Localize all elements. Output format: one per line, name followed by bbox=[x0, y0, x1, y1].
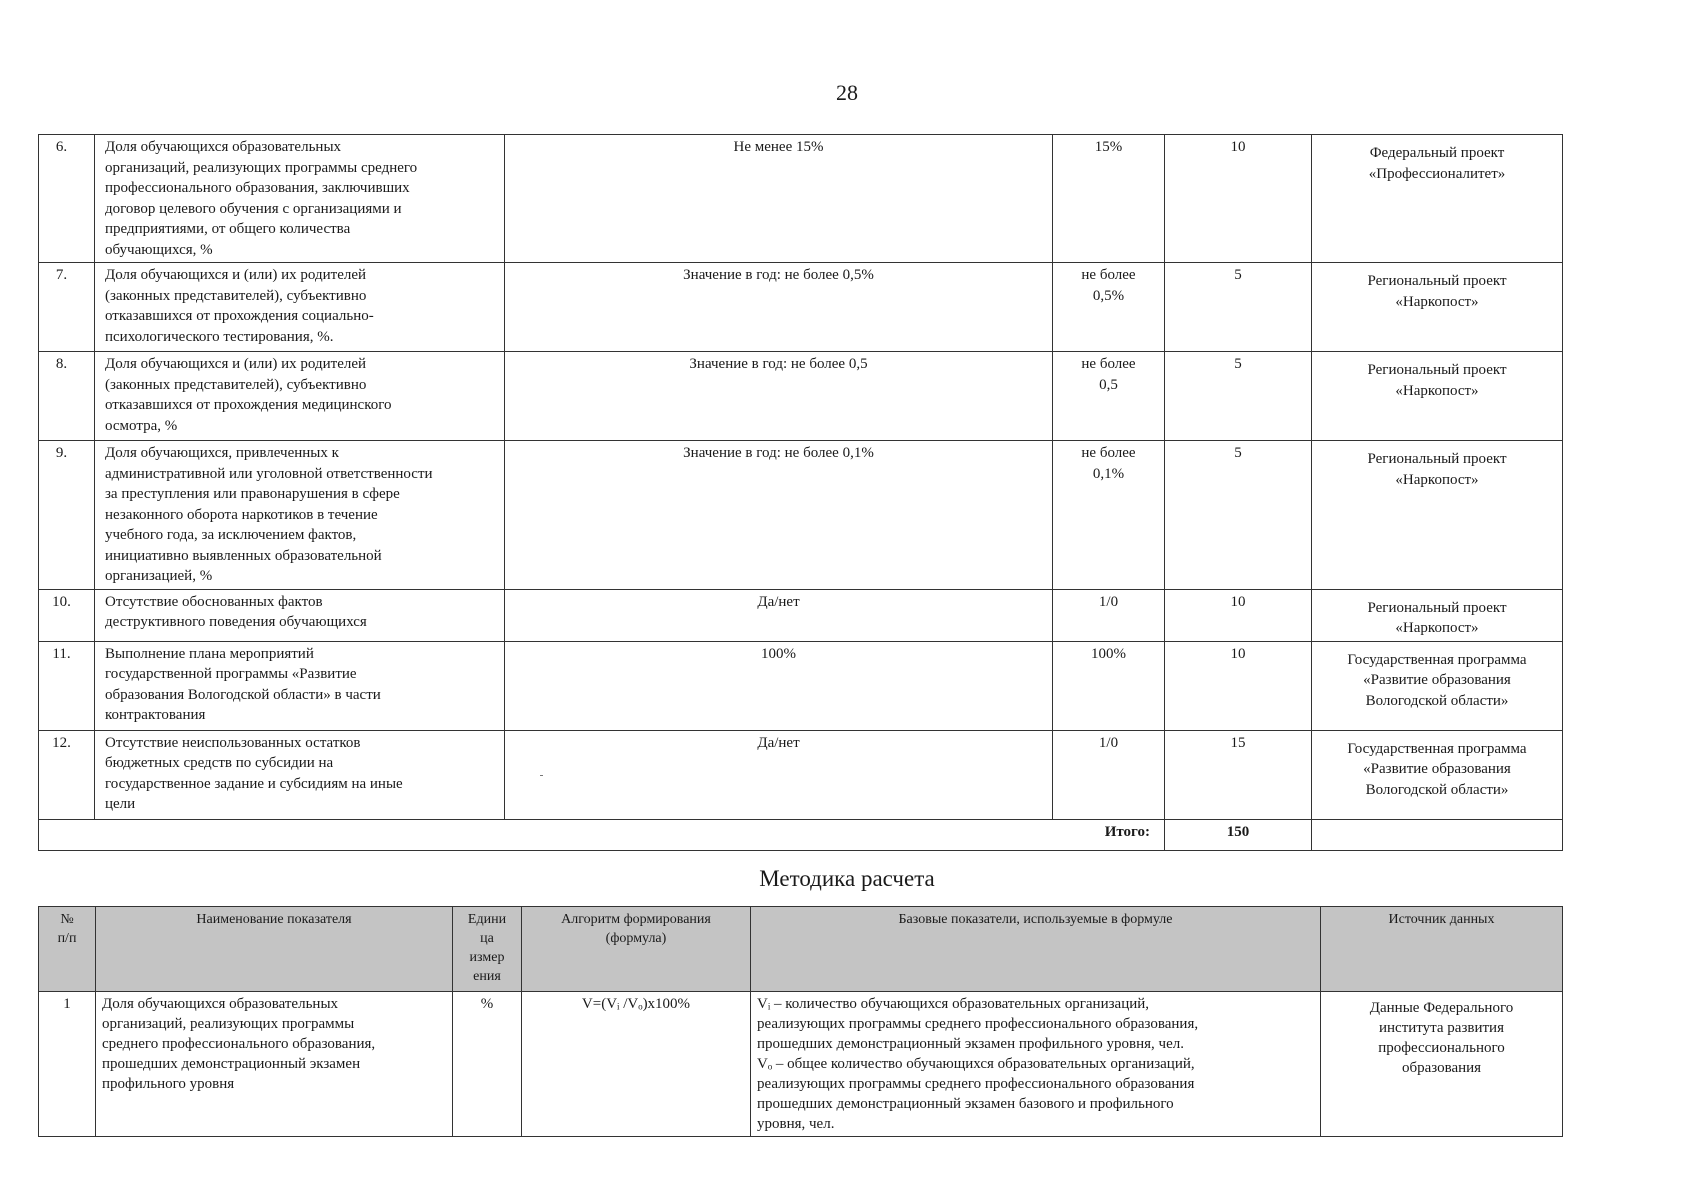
text-line: отказавшихся от прохождения социально- bbox=[105, 308, 374, 324]
text-line: ения bbox=[473, 969, 501, 984]
indicator-target: Не менее 15% bbox=[505, 135, 1053, 263]
indicator-row bbox=[39, 352, 1563, 441]
text-line: обучающихся, % bbox=[105, 241, 213, 258]
method-row-data-source bbox=[1321, 992, 1563, 1137]
text-line: цели bbox=[105, 796, 136, 812]
total-label: Итого: bbox=[39, 819, 1165, 850]
text-line: профильного уровня bbox=[102, 1076, 235, 1092]
indicator-source bbox=[1312, 641, 1563, 730]
text-line: профессионального bbox=[1378, 1040, 1505, 1056]
indicator-row bbox=[39, 441, 1563, 590]
text-line: не более bbox=[1081, 445, 1136, 461]
text-line: Отсутствие обоснованных фактов bbox=[105, 593, 323, 610]
text-line: не более bbox=[1081, 356, 1136, 372]
indicator-number: 10. bbox=[39, 589, 95, 641]
indicator-name bbox=[95, 441, 505, 590]
header-formula bbox=[522, 907, 751, 992]
indicator-name bbox=[95, 730, 505, 819]
indicator-name bbox=[95, 352, 505, 441]
indicators-table bbox=[38, 134, 1563, 851]
indicator-target: Да/нет bbox=[505, 589, 1053, 641]
text-line: профессионального образования, заключивших bbox=[105, 180, 410, 196]
text-line: инициативно выявленных образовательной bbox=[105, 547, 382, 564]
text-line: Региональный проект bbox=[1367, 362, 1507, 378]
indicator-row bbox=[39, 730, 1563, 819]
indicator-value bbox=[1053, 352, 1165, 441]
text-line: уровня, чел. bbox=[757, 1116, 835, 1132]
text-line: государственной программы «Развитие bbox=[105, 666, 357, 682]
indicator-source bbox=[1312, 730, 1563, 819]
text-line: договор целевого обучения с организациями и bbox=[105, 200, 402, 217]
indicator-target: Значение в год: не более 0,1% bbox=[505, 441, 1053, 590]
text-line: «Наркопост» bbox=[1395, 382, 1479, 399]
text-line: ца bbox=[480, 931, 494, 946]
text-line: Доля обучающихся образовательных bbox=[102, 996, 339, 1012]
text-line: организацией, % bbox=[105, 568, 213, 584]
text-line: Доля обучающихся, привлеченных к bbox=[105, 445, 339, 461]
text-line: «Наркопост» bbox=[1395, 620, 1479, 636]
method-title: Методика расчета bbox=[759, 866, 935, 891]
text-line: деструктивного поведения обучающихся bbox=[105, 614, 367, 630]
indicator-row bbox=[39, 135, 1563, 263]
indicator-points: 10 bbox=[1165, 641, 1312, 730]
indicator-source bbox=[1312, 441, 1563, 590]
indicator-points: 5 bbox=[1165, 263, 1312, 352]
text-line: предприятиями, от общего количества bbox=[105, 221, 351, 237]
method-row-unit: % bbox=[453, 992, 522, 1137]
text-line: Региональный проект bbox=[1367, 451, 1507, 467]
header-unit bbox=[453, 907, 522, 992]
indicator-value bbox=[1053, 641, 1165, 730]
indicator-points: 15 bbox=[1165, 730, 1312, 819]
indicator-name bbox=[95, 135, 505, 263]
method-row-base-indicators bbox=[751, 992, 1321, 1137]
indicator-points: 10 bbox=[1165, 589, 1312, 641]
text-line: Федеральный проект bbox=[1369, 145, 1505, 161]
text-line: «Наркопост» bbox=[1395, 471, 1479, 488]
text-line: Региональный проект bbox=[1367, 599, 1507, 616]
text-line: (законных представителей), субъективно bbox=[105, 287, 367, 304]
total-empty bbox=[1312, 819, 1563, 850]
text-line: Алгоритм формирования bbox=[561, 912, 711, 927]
indicator-source bbox=[1312, 135, 1563, 263]
header-name bbox=[96, 907, 453, 992]
indicator-source bbox=[1312, 263, 1563, 352]
text-line: «Профессионалитет» bbox=[1368, 165, 1506, 182]
header-num bbox=[39, 907, 96, 992]
indicator-points: 10 bbox=[1165, 135, 1312, 263]
text-line: Региональный проект bbox=[1367, 273, 1507, 289]
indicator-row bbox=[39, 589, 1563, 641]
text-line: организаций, реализующих программы bbox=[102, 1016, 355, 1032]
indicator-points: 5 bbox=[1165, 352, 1312, 441]
method-row bbox=[39, 992, 1563, 1137]
text-line: Vₒ – общее количество обучающихся образовательных организаций, bbox=[757, 1056, 1195, 1072]
indicator-number: 9. bbox=[39, 441, 95, 590]
method-row-name bbox=[96, 992, 453, 1137]
indicator-source bbox=[1312, 352, 1563, 441]
indicator-number: 8. bbox=[39, 352, 95, 441]
text-line: Базовые показатели, используемые в формуле bbox=[898, 912, 1173, 927]
text-line: Вологодской области» bbox=[1365, 692, 1509, 709]
text-line: 0,1% bbox=[1092, 465, 1125, 482]
text-line: Доля обучающихся образовательных bbox=[105, 139, 342, 155]
indicator-target: 100% bbox=[505, 641, 1053, 730]
text-line: измер bbox=[469, 950, 505, 965]
text-line: прошедших демонстрационный экзамен bbox=[102, 1056, 361, 1072]
indicator-value bbox=[1053, 135, 1165, 263]
text-line: Доля обучающихся и (или) их родителей bbox=[105, 356, 367, 372]
text-line: отказавшихся от прохождения медицинского bbox=[105, 397, 392, 413]
text-line: учебного года, за исключением фактов, bbox=[105, 527, 357, 543]
indicator-source bbox=[1312, 589, 1563, 641]
indicator-number: 7. bbox=[39, 263, 95, 352]
text-line: Вологодской области» bbox=[1365, 781, 1509, 798]
indicator-target: Да/нет bbox=[505, 730, 1053, 819]
text-line: не более bbox=[1081, 267, 1136, 283]
text-line: Наименование показателя bbox=[196, 912, 352, 927]
text-line: 0,5% bbox=[1092, 287, 1125, 304]
text-line: контрактования bbox=[105, 707, 206, 723]
indicator-row bbox=[39, 641, 1563, 730]
indicator-value bbox=[1053, 589, 1165, 641]
text-line: «Развитие образования bbox=[1363, 672, 1511, 688]
indicator-value bbox=[1053, 263, 1165, 352]
indicator-target: Значение в год: не более 0,5 bbox=[505, 352, 1053, 441]
text-line: образования bbox=[1401, 1060, 1482, 1076]
text-line: Vᵢ – количество обучающихся образовательных организаций, bbox=[757, 996, 1150, 1012]
text-line: п/п bbox=[57, 931, 77, 946]
text-line: 100% bbox=[1091, 645, 1126, 662]
text-line: (законных представителей), субъективно bbox=[105, 376, 367, 393]
text-line: среднего профессионального образования, bbox=[102, 1036, 376, 1052]
text-line: Едини bbox=[467, 912, 507, 927]
text-line: Источник данных bbox=[1388, 912, 1495, 927]
indicator-value bbox=[1053, 441, 1165, 590]
text-line: прошедших демонстрационный экзамен базового и профильного bbox=[757, 1096, 1174, 1112]
method-row-formula: V=(Vᵢ /Vₒ)х100% bbox=[522, 992, 751, 1137]
text-line: психологического тестирования, %. bbox=[105, 328, 334, 345]
text-line: Отсутствие неиспользованных остатков bbox=[105, 734, 361, 751]
indicator-row bbox=[39, 263, 1563, 352]
text-line: государственное задание и субсидиям на иные bbox=[105, 775, 403, 792]
text-line: 1/0 bbox=[1098, 734, 1119, 751]
scan-mark bbox=[540, 775, 543, 776]
text-line: 15% bbox=[1094, 139, 1123, 155]
method-table bbox=[38, 906, 1563, 1137]
text-line: Государственная программа bbox=[1347, 651, 1527, 668]
indicator-name bbox=[95, 589, 505, 641]
text-line: административной или уголовной ответственности bbox=[105, 465, 433, 482]
text-line: осмотра, % bbox=[105, 417, 178, 434]
indicator-target: Значение в год: не более 0,5% bbox=[505, 263, 1053, 352]
text-line: за преступления или правонарушения в сфере bbox=[105, 486, 400, 502]
text-line: Выполнение плана мероприятий bbox=[105, 645, 314, 662]
text-line: незаконного оборота наркотиков в течение bbox=[105, 506, 378, 523]
total-value: 150 bbox=[1165, 819, 1312, 850]
page-number: 28 bbox=[836, 80, 858, 105]
text-line: образования Вологодской области» в части bbox=[105, 686, 381, 703]
text-line: реализующих программы среднего профессионального образования, bbox=[757, 1016, 1199, 1032]
text-line: № bbox=[60, 912, 74, 927]
text-line: бюджетных средств по субсидии на bbox=[105, 755, 334, 771]
text-line: 0,5 bbox=[1099, 376, 1118, 393]
text-line: Государственная программа bbox=[1347, 740, 1527, 757]
header-base-indicators bbox=[751, 907, 1321, 992]
total-row bbox=[39, 819, 1563, 850]
text-line: организаций, реализующих программы среднего bbox=[105, 159, 418, 176]
text-line: института развития bbox=[1379, 1020, 1504, 1036]
text-line: Доля обучающихся и (или) их родителей bbox=[105, 267, 367, 283]
text-line: Данные Федерального bbox=[1369, 1000, 1514, 1016]
header-data-source bbox=[1321, 907, 1563, 992]
method-header-row bbox=[39, 907, 1563, 992]
indicator-name bbox=[95, 641, 505, 730]
text-line: «Развитие образования bbox=[1363, 761, 1511, 777]
indicator-number: 11. bbox=[39, 641, 95, 730]
text-line: реализующих программы среднего профессионального образования bbox=[757, 1076, 1195, 1092]
indicator-number: 12. bbox=[39, 730, 95, 819]
text-line: 1/0 bbox=[1098, 593, 1119, 610]
indicator-value bbox=[1053, 730, 1165, 819]
method-row-num: 1 bbox=[39, 992, 96, 1137]
text-line: прошедших демонстрационный экзамен профильного уровня, чел. bbox=[757, 1036, 1184, 1052]
indicator-number: 6. bbox=[39, 135, 95, 263]
indicator-name bbox=[95, 263, 505, 352]
text-line: (формула) bbox=[605, 931, 667, 946]
indicator-points: 5 bbox=[1165, 441, 1312, 590]
text-line: «Наркопост» bbox=[1395, 293, 1479, 310]
